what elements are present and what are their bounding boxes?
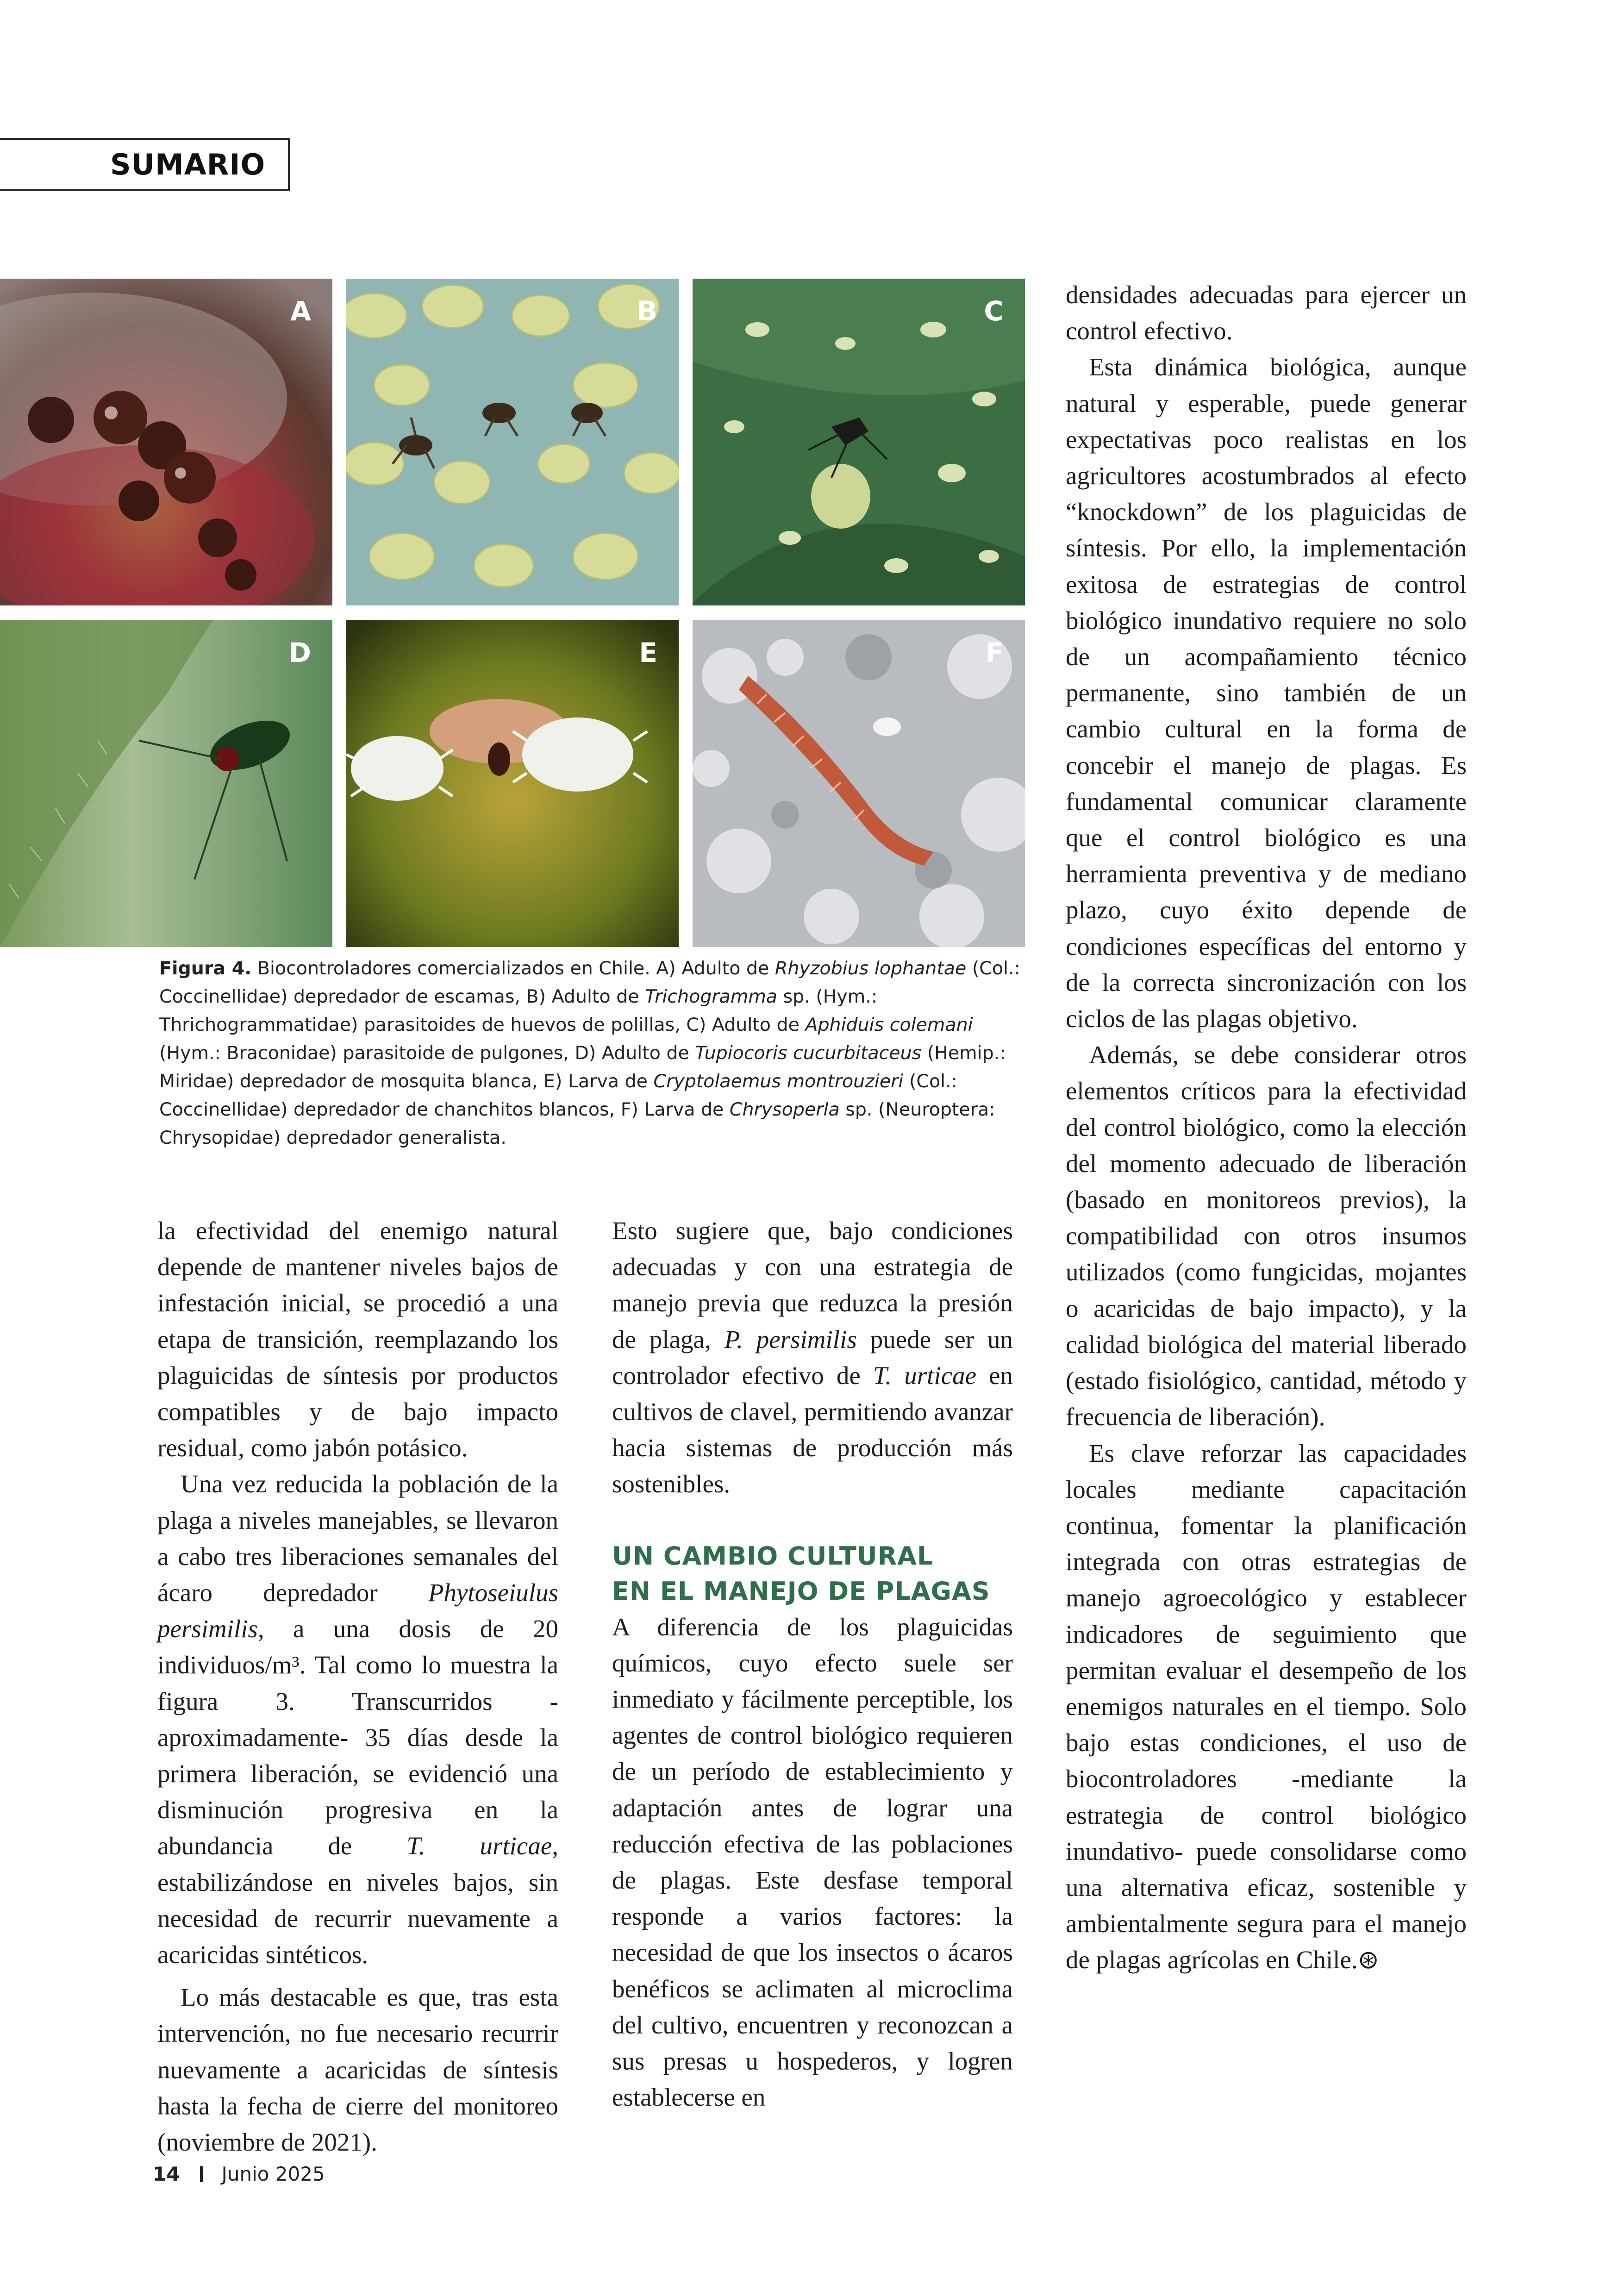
paragraph: Además, se debe considerar otros elementos críticos para la efectividad del control biológico, como la elección del momento adecuado de liberación (basado en monitoreos previos), la compatibilidad con otros insumos utilizados (como fungicidas, mojantes o acaricidas de bajo impacto), y la calidad biológica del material liberado (estado fisiológico, cantidad, método y frecuencia de liberación). xyxy=(1066,1041,1467,1431)
section-subheading: UN CAMBIO CULTURAL EN EL MANEJO DE PLAGAS xyxy=(612,1541,990,1606)
panel-letter-d: D xyxy=(288,637,311,668)
photo-panel-f xyxy=(693,620,1025,947)
figure-caption xyxy=(159,954,1028,1152)
paragraph: Lo más destacable es que, tras esta intervención, no fue necesario recurrir nuevamente a acaricidas de síntesis hasta la fecha de cierre del monitoreo (noviembre de 2021). xyxy=(157,1983,558,2157)
paragraph: A diferencia de los plaguicidas químicos, cuyo efecto suele ser inmediato y fácilmente perceptible, los agentes de control biológico requieren de un período de establecimiento y adaptación antes de lograr una reducción efectiva de las poblaciones de plagas. Este desfase temporal responde a varios factores: la necesidad de que los insectos o ácaros benéficos se aclimaten al microclima del cultivo, encuentren y reconozcan a sus presas u hospederos, y logren establecerse en xyxy=(612,1612,1013,2112)
paragraph: Una vez reducida la población de la plaga a niveles manejables, se llevaron a cabo tres liberaciones semanales del ácaro depredador Phytoseiulus persimilis, a una dosis de 20 individuos/m³. Tal como lo muestra la figura 3. Transcurridos -aproximadamente- 35 días desde la primera liberación, se evidenció una disminución progresiva en la abundancia de T. urticae, estabilizándose en niveles bajos, sin necesidad de recurrir nuevamente a acaricidas sintéticos. xyxy=(157,1470,558,1969)
body-column-left xyxy=(157,1213,558,2160)
paragraph: densidades adecuadas para ejercer un control efectivo. xyxy=(1066,281,1467,345)
panel-letter-f: F xyxy=(985,637,1004,668)
panel-letter-a: A xyxy=(290,295,311,327)
panel-letter-b: B xyxy=(637,295,657,327)
body-column-right xyxy=(1066,277,1467,1978)
panel-letter-c: C xyxy=(984,295,1004,327)
paragraph: la efectividad del enemigo natural depende de mantener niveles bajos de infestación inicial, se procedió a una etapa de transición, reemplazando los plaguicidas de síntesis por productos compatibles y de bajo impacto residual, como jabón potásico. xyxy=(157,1216,558,1462)
photo-panel-e xyxy=(346,620,679,947)
figure-label: Figura 4. xyxy=(159,958,252,979)
end-mark-icon: ⊛ xyxy=(1357,1946,1379,1974)
paragraph: Esta dinámica biológica, aunque natural y esperable, puede generar expectativas poco realistas en los agricultores acostumbrados al efecto “knockdown” de los plaguicidas de síntesis. Por ello, la implementación exitosa de estrategias de control biológico inundativo requiere no solo de un acompañamiento técnico permanente, sino también de un cambio cultural en la forma de concebir el manejo de plagas. Es fundamental comunicar claramente que el control biológico es una herramienta preventiva y de mediano plazo, cuyo éxito depende de condiciones específicas del entorno y de la correcta sincronización con los ciclos de las plagas objetivo. xyxy=(1066,353,1467,1033)
photo-panel-c xyxy=(693,279,1025,605)
panel-letter-e: E xyxy=(639,637,657,668)
section-label: SUMARIO xyxy=(0,138,290,191)
body-column-middle xyxy=(612,1213,1013,2115)
photo-panel-a xyxy=(0,279,332,605)
photo-panel-d xyxy=(0,620,332,947)
caption-text: Biocontroladores comercializados en Chile. A) Adulto de Rhyzobius lophantae (Col.: Coccinellidae) depredador de escamas, B) Adulto de Trichogramma sp. (Hym.: Thrichogrammatidae) parasitoides de huevos de polillas, C) Adulto de Aphiduis colemani (Hym.: Braconidae) parasitoide de pulgones, D) Adulto de Tupiocoris cucurbitaceus (Hemip.: Miridae) depredador de mosquita blanca, E) Larva de Cryptolaemus montrouzieri (Col.: Coccinellidae) depredador de chanchitos blancos, F) Larva de Chrysoperla sp. (Neuroptera: Chrysopidae) depredador generalista. xyxy=(159,958,1020,1148)
paragraph: Esto sugiere que, bajo condiciones adecuadas y con una estrategia de manejo previa que reduzca la presión de plaga, P. persimilis puede ser un controlador efectivo de T. urticae en cultivos de clavel, permitiendo avanzar hacia sistemas de producción más sostenibles. xyxy=(612,1216,1013,1498)
photo-panel-b xyxy=(346,279,679,605)
page-number: 14 xyxy=(153,2163,180,2185)
paragraph: Es clave reforzar las capacidades locales mediante capacitación continua, fomentar la planificación integrada con otras estrategias de manejo agroecológico y establecer indicadores de seguimiento que permitan evaluar el desempeño de los enemigos naturales en el tiempo. Solo bajo estas condiciones, el uso de biocontroladores -mediante la estrategia de control biológico inundativo- puede consolidarse como una alternativa eficaz, sostenible y ambientalmente segura para el manejo de plagas agrícolas en Chile.⊛ xyxy=(1066,1439,1467,1974)
footer-divider xyxy=(200,2166,203,2182)
page-footer xyxy=(153,2163,325,2185)
issue-date: Junio 2025 xyxy=(221,2163,325,2185)
